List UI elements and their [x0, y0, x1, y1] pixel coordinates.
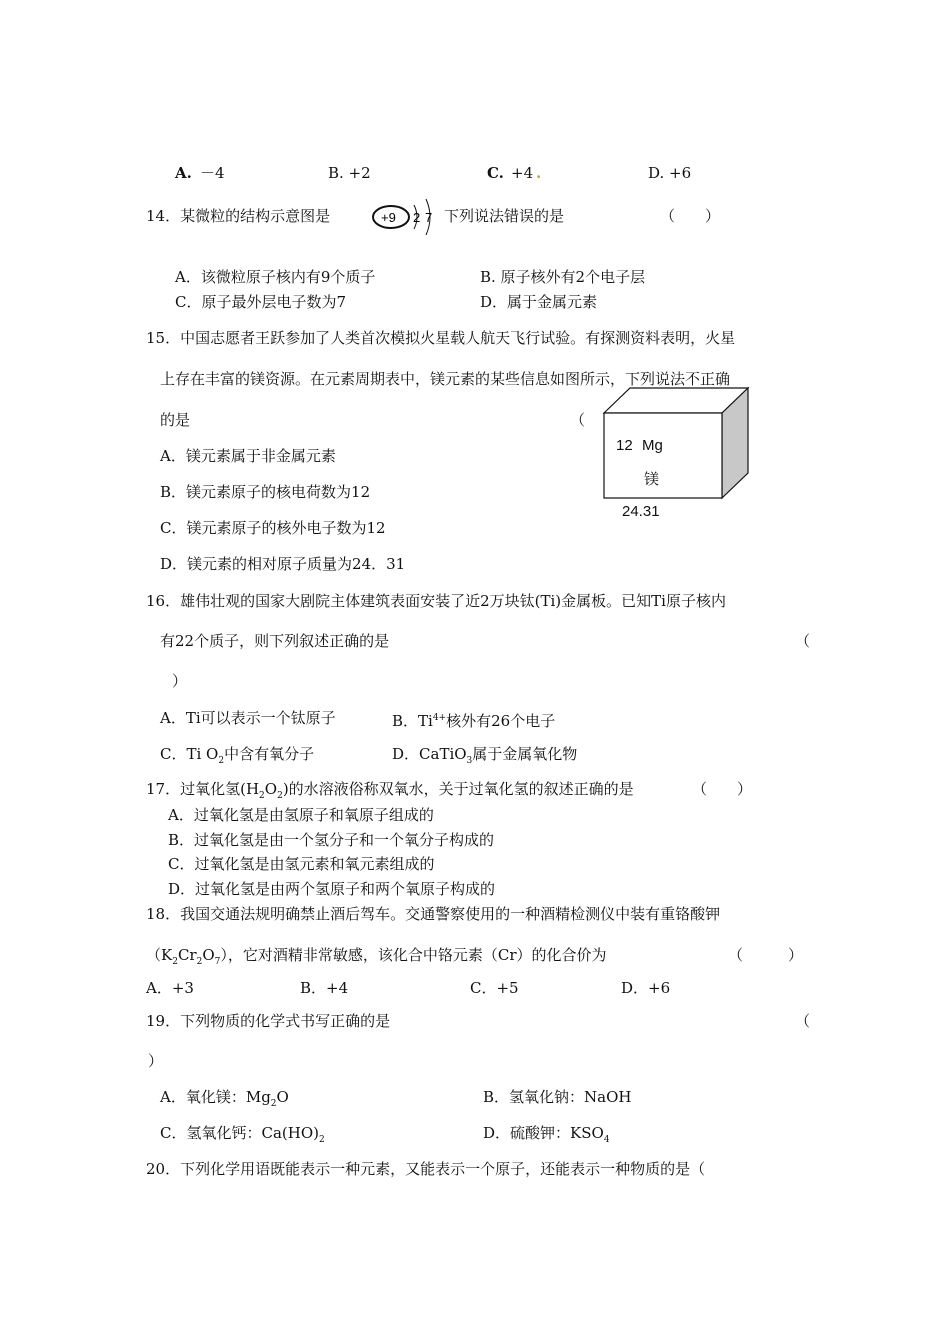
q15-option-c: C．镁元素原子的核外电子数为12 [160, 519, 386, 537]
q17-option-d: D．过氧化氢是由两个氢原子和两个氧原子构成的 [168, 880, 496, 898]
q14-option-b: B. 原子核外有2个电子层 [480, 268, 646, 286]
q15-stem-line3: 的是 [160, 411, 191, 429]
q16-stem-line1: 16．雄伟壮观的国家大剧院主体建筑表面安装了近2万块钛(Ti)金属板。已知Ti原子核内 [146, 592, 726, 610]
q17-stem: 17．过氧化氢$(H_2O_2)$的水溶液俗称双氧水，关于过氧化氢的叙述正确的是 [146, 780, 634, 801]
q15-option-b: B．镁元素原子的核电荷数为12 [160, 483, 371, 501]
q15-option-d: D．镁元素的相对原子质量为24．31 [160, 555, 406, 573]
q18-answer-bracket: （ ） [728, 946, 804, 964]
diagram-nucleus-charge: +9 [381, 210, 396, 225]
diagram-shell-1-electrons: 2 [413, 210, 421, 225]
q17-option-c: C．过氧化氢是由氢元素和氧元素组成的 [168, 855, 435, 873]
q19-stem: 19．下列物质的化学式书写正确的是 [146, 1012, 391, 1030]
q15-stem-line2: 上存在丰富的镁资源。在元素周期表中，镁元素的某些信息如图所示，下列说法不正确 [160, 370, 731, 388]
mg-atomic-mass: 24.31 [622, 503, 660, 520]
q15-stem-line1: 15．中国志愿者王跃参加了人类首次模拟火星载人航天飞行试验。有探测资料表明，火星 [146, 329, 736, 347]
q17-option-a: A．过氧化氢是由氢原子和氧原子组成的 [168, 806, 434, 824]
q19-option-c: C．氢氧化钙：$Ca(HO)_2$ [160, 1124, 325, 1145]
q13-option-d: D. +6 [648, 164, 692, 182]
q14-option-d: D．属于金属元素 [480, 293, 598, 311]
q18-option-b: B．+4 [300, 979, 349, 997]
q13-option-a-letter: A. [175, 164, 192, 182]
q13-option-c-text: +4 [511, 164, 534, 182]
q19-bracket-close: ） [148, 1052, 164, 1070]
q13-option-c-letter: C. [487, 164, 504, 182]
q14-option-a: A．该微粒原子核内有9个质子 [175, 268, 376, 286]
q14-answer-bracket: （ ） [660, 207, 721, 225]
diagram-shell-2-electrons: 7 [425, 210, 433, 225]
q15-answer-bracket: （ [570, 411, 586, 429]
q16-option-b: B．$Ti^{4+}$核外有26个电子 [392, 712, 556, 730]
q19-option-b: B．氢氧化钠：NaOH [483, 1088, 632, 1106]
q17-option-b: B．过氧化氢是由一个氢分子和一个氧分子构成的 [168, 831, 495, 849]
q18-option-c: C．+5 [470, 979, 519, 997]
q19-option-d: D．硫酸钾：$KSO_4$ [483, 1124, 610, 1145]
q20-stem: 20．下列化学用语既能表示一种元素，又能表示一个原子，还能表示一种物质的是（ [146, 1160, 706, 1178]
q16-option-d: D．CaTiO$_3$属于金属氧化物 [392, 745, 578, 766]
mg-element-symbol: Mg [642, 437, 663, 454]
q17-answer-bracket: （ ） [692, 780, 753, 798]
q16-bracket-close: ） [172, 672, 188, 690]
q13-option-b: B. +2 [328, 164, 371, 182]
q14-stem: 14．某微粒的结构示意图是 [146, 207, 331, 225]
q18-option-d: D．+6 [621, 979, 671, 997]
q16-option-c: C．Ti $O_2$中含有氧分子 [160, 745, 315, 766]
atomic-structure-diagram [368, 193, 440, 241]
q14-option-c: C．原子最外层电子数为7 [175, 293, 347, 311]
q19-bracket-open: （ [795, 1012, 811, 1030]
mg-element-name: 镁 [644, 470, 660, 488]
q18-stem-line1: 18．我国交通法规明确禁止酒后驾车。交通警察使用的一种酒精检测仪中装有重铬酸钾 [146, 905, 721, 923]
mg-atomic-number: 12 [616, 437, 633, 454]
q13-dot-mark: . [536, 164, 542, 182]
q19-option-a: A．氧化镁：$Mg_2O$ [160, 1088, 289, 1109]
q18-stem-line2: $(K_2Cr_2O_7)$，它对酒精非常敏感，该化合中铬元素（Cr）的化合价为 [146, 946, 607, 967]
q16-stem-line2: 有22个质子，则下列叙述正确的是 [160, 632, 390, 650]
q13-option-a-text: －4 [200, 164, 225, 182]
q15-option-a: A．镁元素属于非金属元素 [160, 447, 336, 465]
q16-bracket-open: （ [795, 632, 811, 650]
q14-stem-continued: 下列说法错误的是 [444, 207, 565, 225]
q18-option-a: A．+3 [146, 979, 194, 997]
q16-option-a: A．Ti可以表示一个钛原子 [160, 709, 336, 727]
